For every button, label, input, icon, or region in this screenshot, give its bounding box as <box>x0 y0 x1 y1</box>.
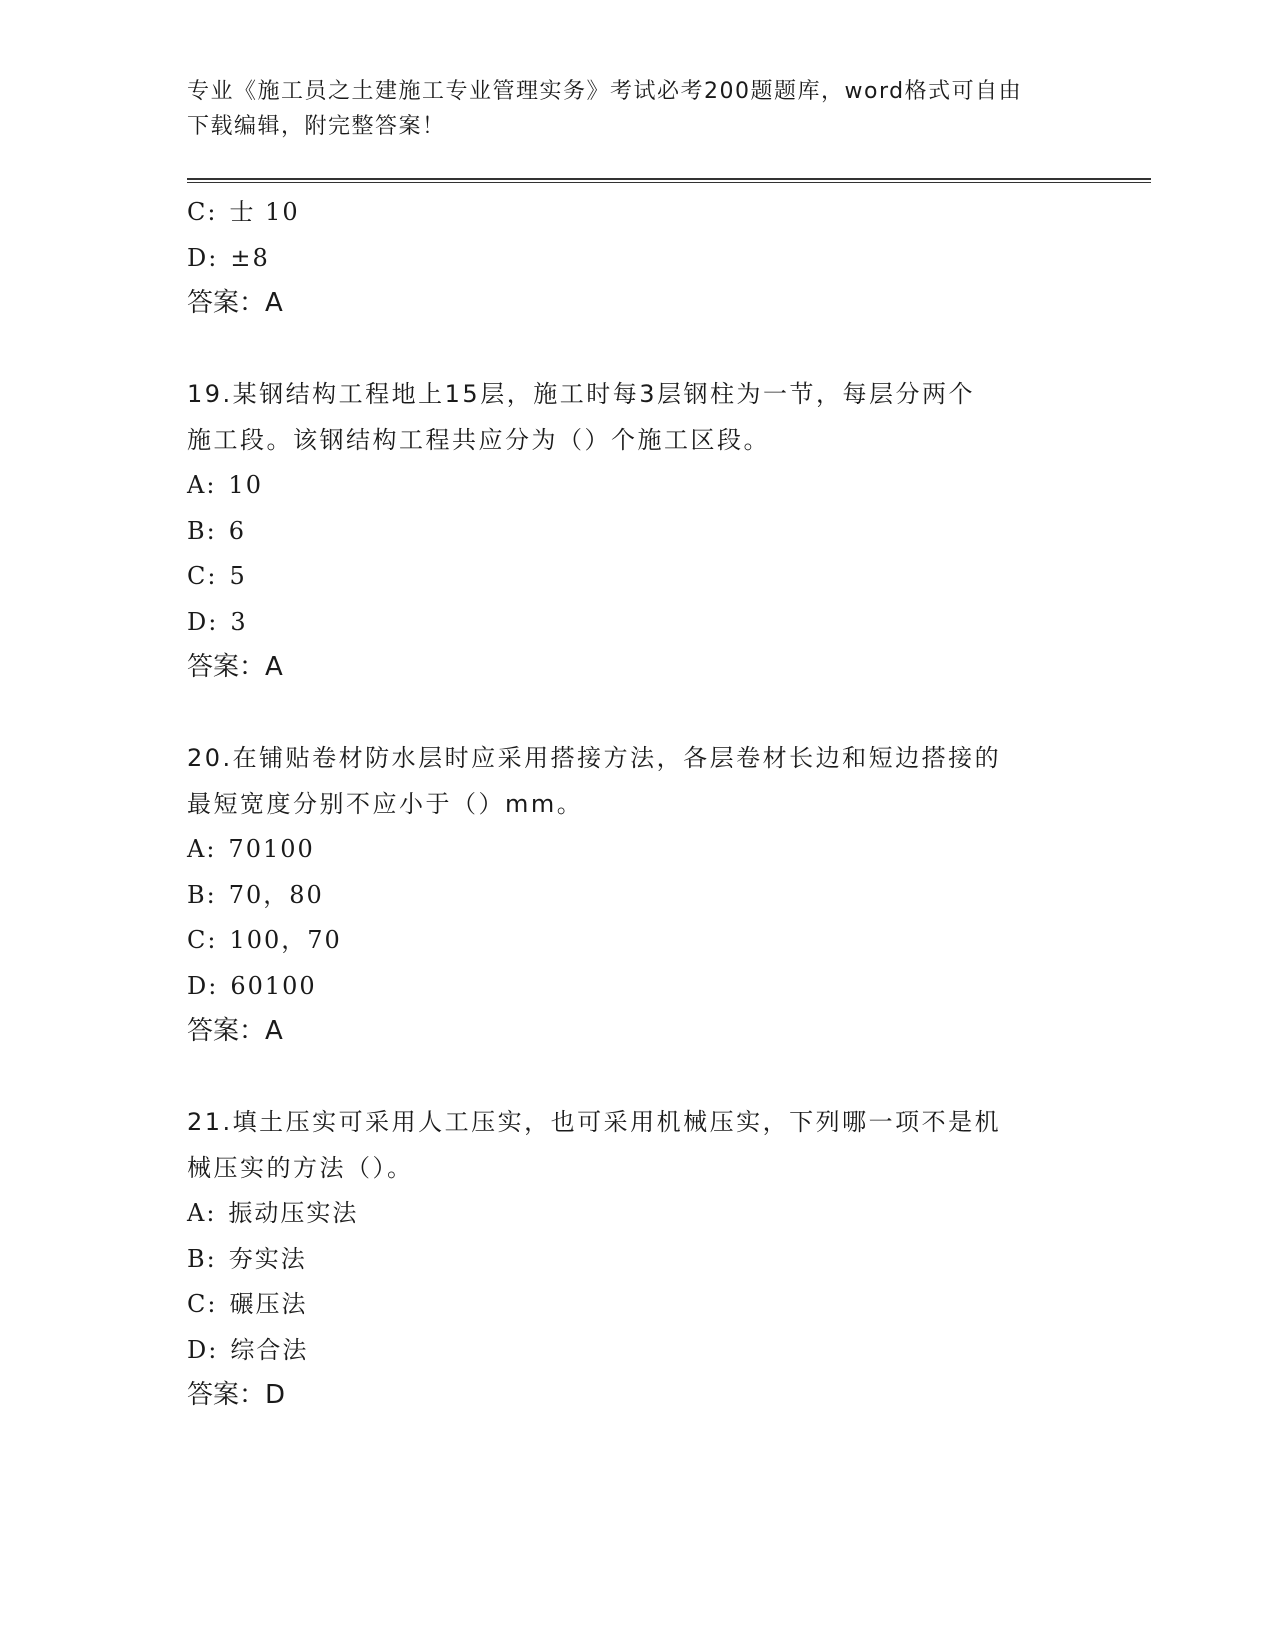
answer-line: 答案：D <box>187 1380 286 1410</box>
option-text: 60100 <box>230 971 317 1000</box>
question-stem-line-1: 19.某钢结构工程地上15层，施工时每3层钢柱为一节，每层分两个 <box>187 380 975 408</box>
option-letter: D: <box>187 607 219 636</box>
option-a <box>187 463 1087 509</box>
option-text: 综合法 <box>230 1335 309 1364</box>
option-c <box>187 554 1087 600</box>
option-letter: C: <box>187 562 218 590</box>
question-20 <box>187 736 1087 1055</box>
option-a <box>187 827 1087 873</box>
question-19 <box>187 372 1087 691</box>
option-d <box>187 964 1087 1010</box>
option-letter: C: <box>187 926 218 954</box>
option-letter: C: <box>187 1290 218 1318</box>
option-text: 士 10 <box>229 198 300 226</box>
option-letter: A: <box>187 1199 217 1227</box>
option-d <box>187 1328 1087 1374</box>
option-letter: D: <box>187 971 219 1000</box>
option-text: 碾压法 <box>229 1290 308 1318</box>
option-b <box>187 509 1087 555</box>
option-letter: A: <box>187 835 217 863</box>
option-text: 夯实法 <box>228 1244 307 1273</box>
question-stem-line-2: 施工段。该钢结构工程共应分为（）个施工区段。 <box>187 425 770 454</box>
option-c <box>187 918 1087 964</box>
option-letter: B: <box>187 516 217 545</box>
option-b <box>187 1237 1087 1283</box>
question-stem-line-1: 20.在铺贴卷材防水层时应采用搭接方法，各层卷材长边和短边搭接的 <box>187 744 1002 772</box>
spacer <box>187 691 1087 737</box>
spacer <box>187 1055 1087 1101</box>
question-content <box>187 190 1087 1419</box>
carryover-block <box>187 190 1087 327</box>
option-c <box>187 190 1087 236</box>
option-a <box>187 1191 1087 1237</box>
option-c <box>187 1282 1087 1328</box>
spacer <box>187 327 1087 373</box>
option-letter: B: <box>187 880 217 909</box>
question-stem <box>187 1100 1067 1191</box>
option-text: 70100 <box>228 835 315 863</box>
option-text: 70，80 <box>228 880 324 909</box>
page-header <box>187 74 1067 144</box>
option-letter: D: <box>187 1335 219 1364</box>
option-text: ±8 <box>230 243 270 272</box>
option-text: 5 <box>229 562 247 590</box>
header-line-1: 专业《施工员之土建施工专业管理实务》考试必考200题题库，word格式可自由 <box>187 79 1023 104</box>
question-stem <box>187 736 1067 827</box>
header-line-2: 下载编辑，附完整答案！ <box>187 114 446 139</box>
answer-line: 答案：A <box>187 288 283 318</box>
header-divider <box>187 178 1151 183</box>
option-b <box>187 873 1087 919</box>
option-text: 10 <box>228 471 263 499</box>
option-letter: A: <box>187 471 217 499</box>
question-stem-line-2: 械压实的方法（）。 <box>187 1153 414 1182</box>
option-letter: B: <box>187 1244 217 1273</box>
option-text: 6 <box>228 516 247 545</box>
answer-line: 答案：A <box>187 1016 283 1046</box>
question-21 <box>187 1100 1087 1419</box>
question-stem-line-1: 21.填土压实可采用人工压实，也可采用机械压实，下列哪一项不是机 <box>187 1108 1002 1136</box>
option-text: 振动压实法 <box>228 1199 359 1227</box>
option-text: 3 <box>230 607 248 636</box>
option-d <box>187 236 1087 282</box>
question-stem <box>187 372 1067 463</box>
option-letter: C: <box>187 198 218 226</box>
option-text: 100，70 <box>229 926 342 954</box>
option-d <box>187 600 1087 646</box>
question-stem-line-2: 最短宽度分别不应小于（）mm。 <box>187 789 584 818</box>
answer-line: 答案：A <box>187 652 283 682</box>
option-letter: D: <box>187 243 219 272</box>
